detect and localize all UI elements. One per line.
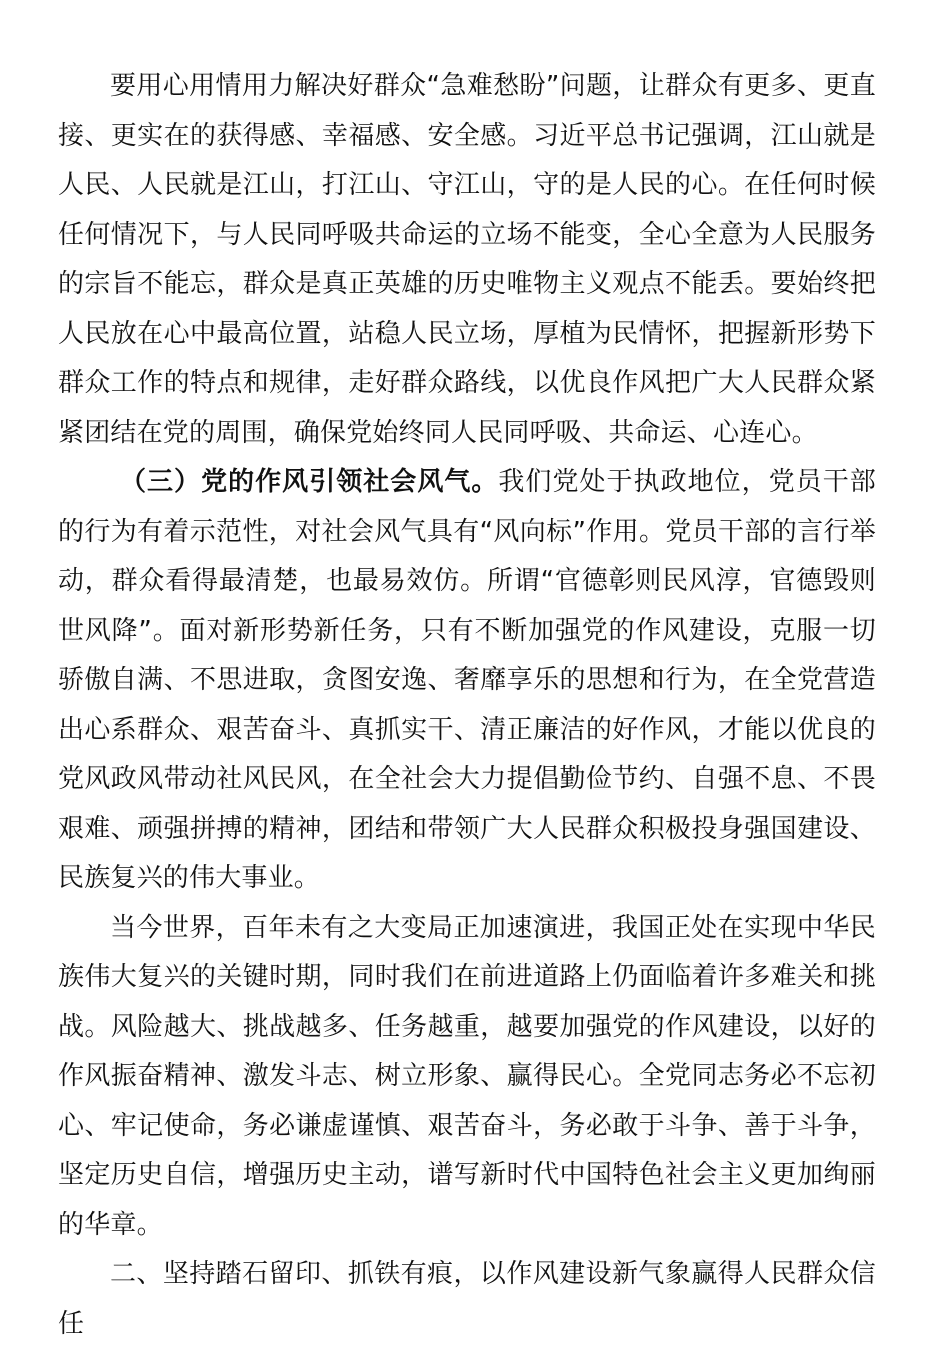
section-heading-2: 二、坚持踏石留印、抓铁有痕，以作风建设新气象赢得人民群众信任 [58, 1259, 876, 1339]
section-heading-3: （三）党的作风引领社会风气。 [120, 467, 499, 497]
body-paragraph-2-text: 我们党处于执政地位，党员干部的行为有着示范性，对社会风气具有“风向标”作用。党员干部的言行举动，群众看得最清楚，也最易效仿。所谓“官德彰则民风淳，官德毁则世风降”。面对新形势新任务，只有不断加强党的作风建设，克服一切骄傲自满、不思进取，贪图安逸、奢靡享乐的思想和行为，在全党营造出心系群众、艰苦奋斗、真抓实干、清正廉洁的好作风，才能以优良的党风政风带动社风民风，在全社会大力提倡勤俭节约、自强不息、不畏艰难、顽强拼搏的精神，团结和带领广大人民群众积极投身强国建设、民族复兴的伟大事业。 [58, 467, 876, 893]
body-paragraph-2 [58, 458, 876, 904]
body-paragraph-1: 要用心用情用力解决好群众“急难愁盼”问题，让群众有更多、更直接、更实在的获得感、幸福感、安全感。习近平总书记强调，江山就是人民、人民就是江山，打江山、守江山，守的是人民的心。在任何时候任何情况下，与人民同呼吸共命运的立场不能变，全心全意为人民服务的宗旨不能忘，群众是真正英雄的历史唯物主义观点不能丢。要始终把人民放在心中最高位置，站稳人民立场，厚植为民情怀，把握新形势下群众工作的特点和规律，走好群众路线，以优良作风把广大人民群众紧紧团结在党的周围，确保党始终同人民同呼吸、共命运、心连心。 [58, 71, 876, 448]
body-paragraph-3: 当今世界，百年未有之大变局正加速演进，我国正处在实现中华民族伟大复兴的关键时期，同时我们在前进道路上仍面临着许多难关和挑战。风险越大、挑战越多、任务越重，越要加强党的作风建设，以好的作风振奋精神、激发斗志、树立形象、赢得民心。全党同志务必不忘初心、牢记使命，务必谦虚谨慎、艰苦奋斗，务必敢于斗争、善于斗争，坚定历史自信，增强历史主动，谱写新时代中国特色社会主义更加绚丽的华章。 [58, 912, 876, 1240]
